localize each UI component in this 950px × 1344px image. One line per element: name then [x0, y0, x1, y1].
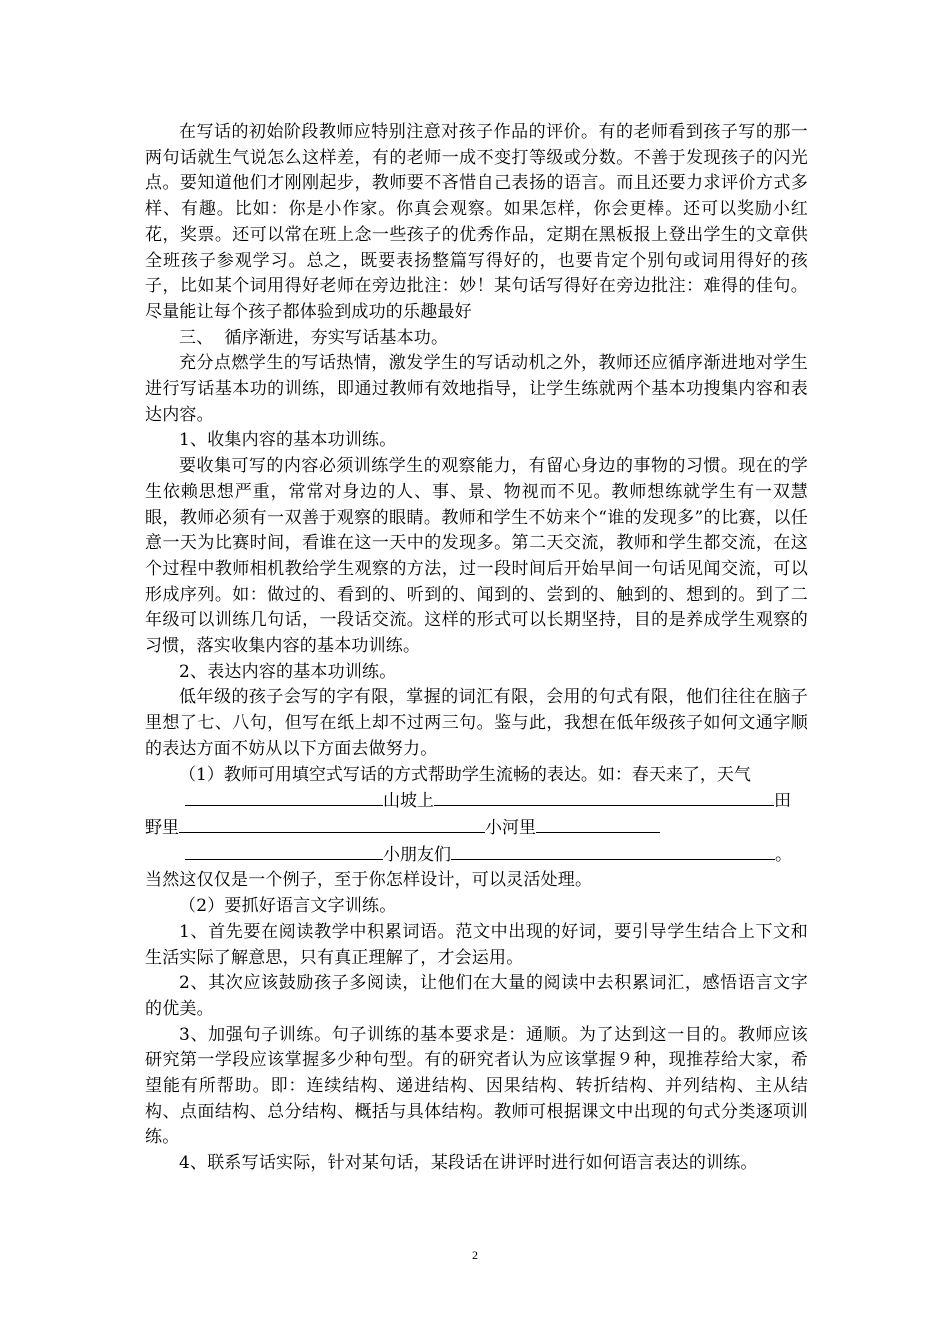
fill-end: 。	[775, 844, 792, 865]
list-item-1: 1、首先要在阅读教学中积累词语。范文中出现的好词，要引导学生结合上下文和生活实际了解意思，只有真正理解了，才会运用。	[145, 921, 808, 968]
subheading-collect: 1、收集内容的基本功训练。	[179, 430, 397, 451]
blank-weather	[185, 788, 383, 806]
fill-intro-text: （1）教师可用填空式写话的方式帮助学生流畅的表达。如：春天来了，天气	[179, 764, 751, 785]
subheading-express: 2、表达内容的基本功训练。	[179, 661, 397, 682]
paragraph-expression: 低年级的孩子会写的字有限，掌握的词汇有限，会用的句式有限，他们往往在脑子里想了七、八句，但写在纸上却不过两三句。鉴与此，我想在低年级孩子如何文通字顺的表达方面不妨从以下方面去做努力。	[145, 687, 808, 759]
fill-children: 小朋友们	[383, 844, 451, 865]
section-heading-3: 三、 循序渐进，夯实写话基本功。	[179, 327, 449, 348]
document-page	[145, 120, 808, 1177]
page-number: 2	[472, 1248, 478, 1262]
fill-slope: 山坡上	[383, 791, 434, 812]
blank-river	[536, 815, 660, 833]
blank-slope	[434, 788, 774, 806]
fill-field-end: 野里	[145, 817, 179, 838]
fill-blank-intro	[145, 763, 808, 789]
paragraph-example-note: 当然这仅仅是一个例子，至于你怎样设计，可以灵活处理。	[145, 870, 593, 891]
blank-children	[451, 842, 775, 860]
list-item-4: 4、联系写话实际，针对某句话，某段话在讲评时进行如何语言表达的训练。	[179, 1153, 758, 1174]
blank-children-before	[185, 842, 383, 860]
fill-river: 小河里	[485, 817, 536, 838]
list-item-3: 3、加强句子训练。句子训练的基本要求是：通顺。为了达到这一目的。教师应该研究第一学段应该掌握多少种句型。有的研究者认为应该掌握９种，现推荐给大家，希望能有所帮助。即：连续结构、递进结构、因果结构、转折结构、并列结构、主从结构、点面结构、总分结构、概括与具体结构。教师可根据课文中出现的句式分类逐项训练。	[145, 1024, 808, 1148]
fill-blank-line-2	[145, 815, 808, 842]
subheading-language: （2）要抓好语言文字训练。	[179, 896, 397, 917]
fill-field-start: 田	[774, 791, 791, 812]
paragraph-evaluation: 在写话的初始阶段教师应特别注意对孩子作品的评价。有的老师看到孩子写的那一两句话就生气说怎么这样差，有的老师一成不变打等级或分数。不善于发现孩子的闪光点。要知道他们才刚刚起步，教师要不吝惜自己表扬的语言。而且还要力求评价方式多样、有趣。比如：你是小作家。你真会观察。如果怎样，你会更棒。还可以奖励小红花，奖票。还可以常在班上念一些孩子的优秀作品，定期在黑板报上登出学生的文章供全班孩子参观学习。总之，既要表扬整篇写得好的，也要肯定个别句或词用得好的孩子，比如某个词用得好老师在旁边批注：妙！某句话写得好在旁边批注：难得的佳句。尽量能让每个孩子都体验到成功的乐趣最好	[145, 122, 808, 322]
paragraph-basic-skills: 充分点燃学生的写话热情，激发学生的写话动机之外，教师还应循序渐进地对学生进行写话基本功的训练，即通过教师有效地指导，让学生练就两个基本功搜集内容和表达内容。	[145, 353, 808, 425]
blank-field	[179, 815, 485, 833]
paragraph-observation: 要收集可写的内容必须训练学生的观察能力，有留心身边的事物的习惯。现在的学生依赖思想严重，常常对身边的人、事、景、物视而不见。教师想练就学生有一双慧眼，教师必须有一双善于观察的眼睛。教师和学生不妨来个“谁的发现多”的比赛，以任意一天为比赛时间，看谁在这一天中的发现多。第二天交流，教师和学生都交流，在这个过程中教师相机教给学生观察的方法，过一段时间后开始早间一句话见闻交流，可以形成序列。如：做过的、看到的、听到的、闻到的、尝到的、触到的、想到的。到了二年级可以训练几句话，一段话交流。这样的形式可以长期坚持，目的是养成学生观察的习惯，落实收集内容的基本功训练。	[145, 456, 808, 657]
list-item-2: 2、其次应该鼓励孩子多阅读，让他们在大量的阅读中去积累词汇，感悟语言文字的优美。	[145, 973, 808, 1019]
fill-blank-line-3	[145, 842, 808, 869]
fill-blank-line-1	[145, 788, 808, 815]
